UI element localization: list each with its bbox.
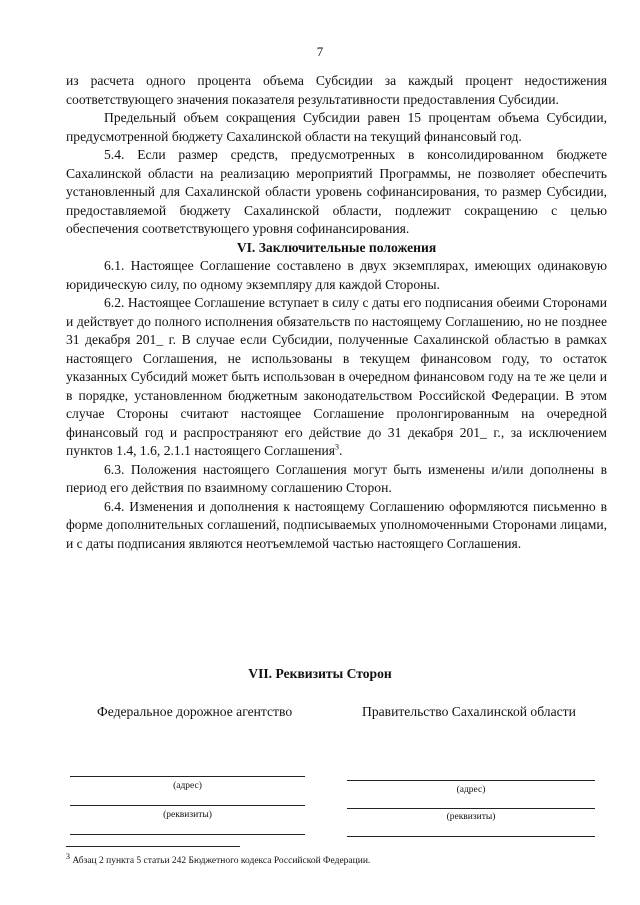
footnote [66, 851, 606, 866]
paragraph-6-4: 6.4. Изменения и дополнения к настоящему Соглашению оформляются письменно в форме дополнительных соглашений, подписываемых уполномоченными Сторонами лицами, и с даты подписания являются неотъемлемой частью настоящего Соглашения. [66, 498, 607, 551]
paragraph-6-2-end: . [339, 443, 343, 458]
left-signature-line [70, 834, 305, 835]
party-right-name: Правительство Сахалинской области [362, 704, 576, 719]
footnote-text: Абзац 2 пункта 5 статьи 242 Бюджетного кодекса Российской Федерации. [72, 856, 371, 866]
footnote-separator [66, 846, 240, 847]
footnote-mark: 3 [66, 851, 70, 861]
right-address-line [347, 780, 595, 781]
paragraph-6-2 [66, 294, 607, 461]
paragraph-5-4: 5.4. Если размер средств, предусмотренных в консолидированном бюджете Сахалинской области на реализацию мероприятий Программы, не позволяет обеспечить установленный для Сахалинской области уровень софинансирования, то размер Субсидии, предоставляемой бюджету Сахалинской области, подлежит сокращению с целью обеспечения соответствующего уровня софинансирования. [66, 147, 607, 236]
paragraph-6-1: 6.1. Настоящее Соглашение составлено в двух экземплярах, имеющих одинаковую юридическую силу, по одному экземпляру для каждой Стороны. [66, 258, 607, 292]
paragraph-6-3: 6.3. Положения настоящего Соглашения могут быть изменены и/или дополнены в период его действия по взаимному соглашению Сторон. [66, 461, 607, 495]
right-address-caption: (адрес) [456, 785, 486, 795]
section-6-title: VI. Заключительные положения [236, 239, 437, 255]
left-address-caption: (адрес) [173, 781, 202, 791]
left-address-line [70, 776, 305, 777]
right-signature-line [347, 836, 595, 837]
party-left-name: Федеральное дорожное агентство [97, 704, 293, 719]
document-body [66, 72, 607, 553]
paragraph-continuation: из расчета одного процента объема Субсидии за каждый процент недостижения соответствующего значения показателя результативности предоставления Субсидии. [66, 73, 607, 107]
left-details-caption: (реквизиты) [163, 810, 212, 820]
footnote-reference[interactable]: 3 [335, 442, 340, 452]
page-number: 7 [316, 44, 324, 59]
left-details-line [70, 805, 305, 806]
right-details-line [347, 808, 595, 809]
right-details-caption: (реквизиты) [446, 812, 496, 822]
paragraph-limit: Предельный объем сокращения Субсидии равен 15 процентам объема Субсидии, предусмотренной бюджету Сахалинской области на текущий финансовый год. [66, 110, 607, 144]
section-7-title: VII. Реквизиты Сторон [248, 666, 392, 681]
paragraph-6-2-text: 6.2. Настоящее Соглашение вступает в силу с даты его подписания обеими Сторонами и действует до полного исполнения обязательств по настоящему Соглашению, но не позднее 31 декабря 201_ г. В случае если Субсидии, полученные Сахалинской областью в рамках настоящего Соглашения, не использованы в текущем финансовом году, то остаток указанных Субсидий может быть использован в очередном финансовом году на те же цели и в порядке, установленном бюджетным законодательством Российской Федерации. В этом случае Стороны считают настоящее Соглашение пролонгированным на очередной финансовый год и распространяют его действие до 31 декабря 201_ г., за исключением пунктов 1.4, 1.6, 2.1.1 настоящего Соглашения [66, 295, 607, 458]
